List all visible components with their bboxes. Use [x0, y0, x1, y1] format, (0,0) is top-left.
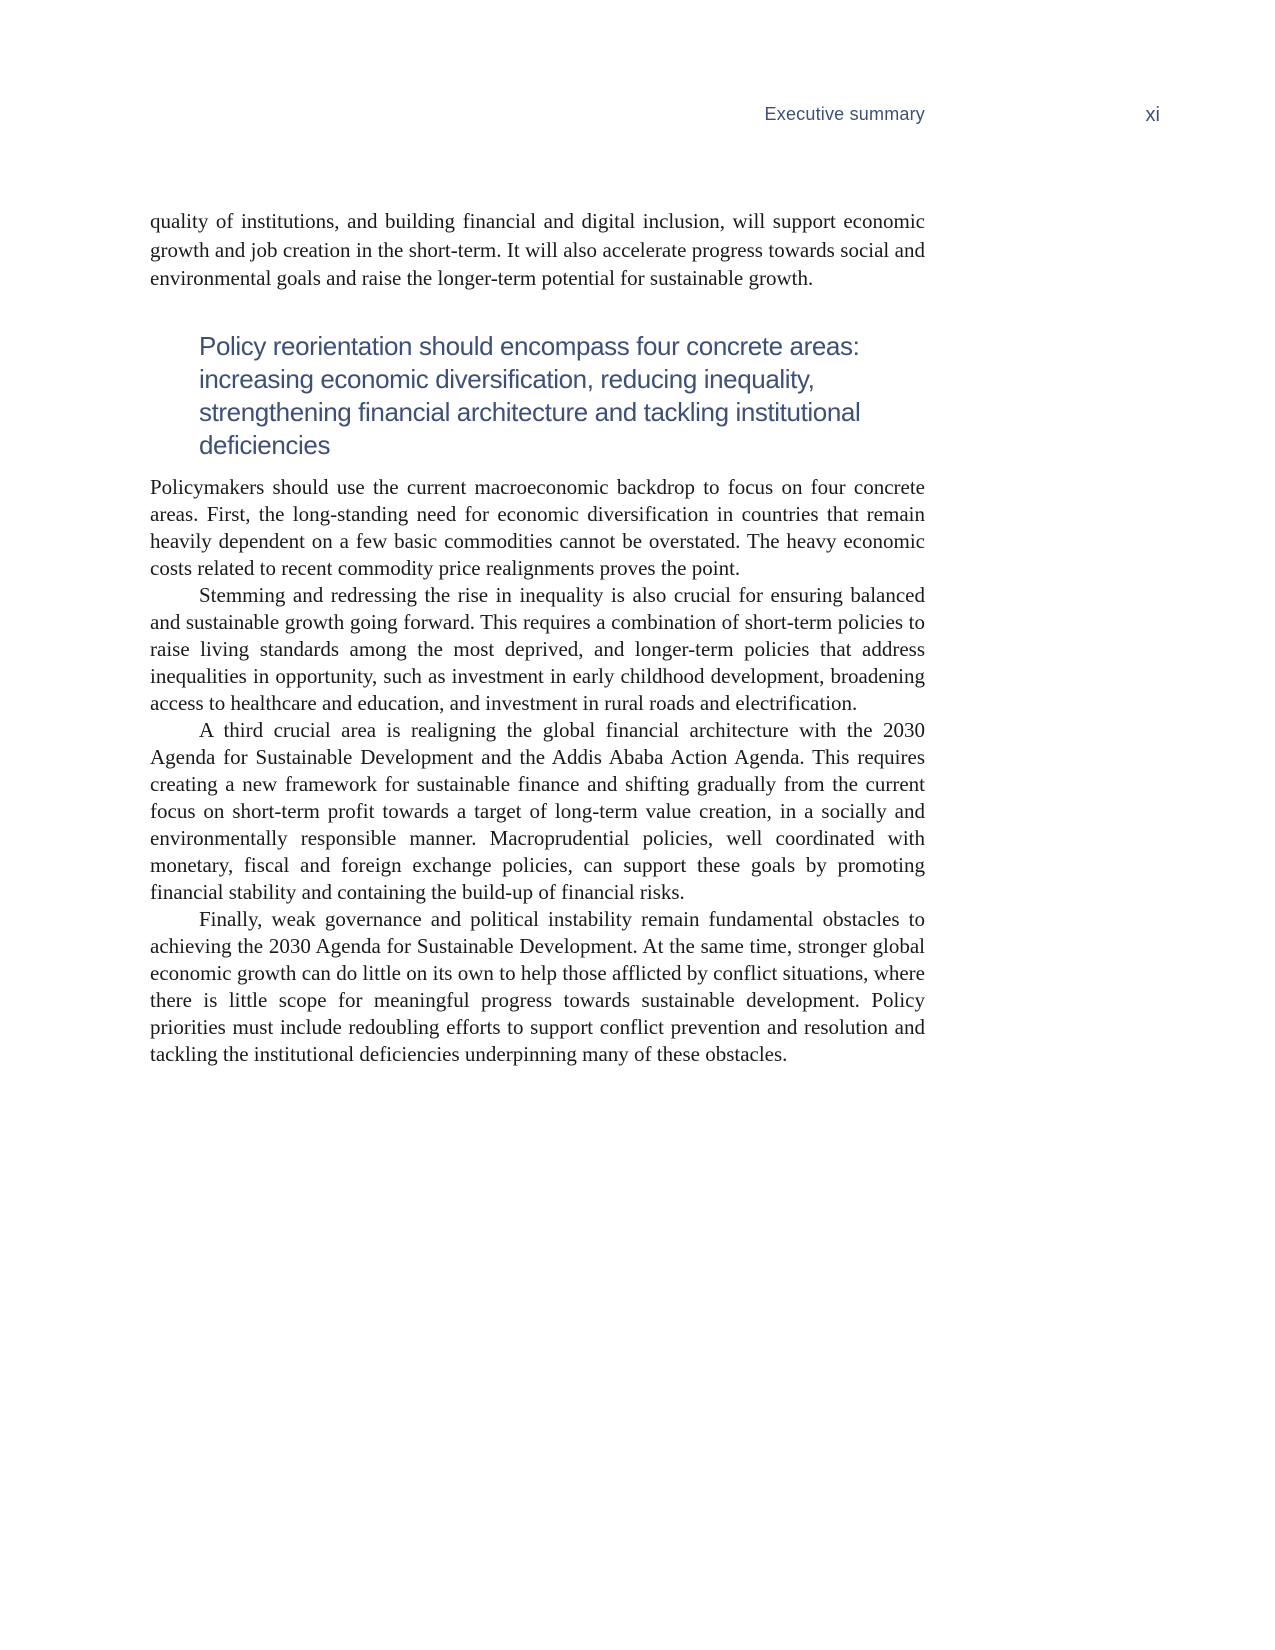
- page-number: xi: [1145, 104, 1160, 126]
- section-body: [150, 474, 925, 1068]
- running-header: Executive summary: [764, 104, 925, 124]
- intro-paragraph-block: [150, 207, 925, 293]
- body-paragraph-4: Finally, weak governance and political instability remain fundamental obstacles to achieving the 2030 Agenda for Sustainable Development. At the same time, stronger global economic growth can do little on its own to help those afflicted by conflict situations, where there is little scope for meaningful progress towards sustainable development. Policy priorities must include redoubling efforts to support conflict prevention and resolution and tackling the institutional deficiencies underpinning many of these obstacles.: [150, 907, 925, 1066]
- body-paragraph-1: Policymakers should use the current macroeconomic backdrop to focus on four concrete areas. First, the long-standing need for economic diversification in countries that remain heavily dependent on a few basic commodities cannot be overstated. The heavy economic costs related to recent commodity price realignments proves the point.: [150, 475, 925, 580]
- body-paragraph-2: Stemming and redressing the rise in inequality is also crucial for ensuring balanced and sustainable growth going forward. This requires a combination of short-term policies to raise living standards among the most deprived, and longer-term policies that address inequalities in opportunity, such as investment in early childhood development, broadening access to healthcare and education, and investment in rural roads and electrification.: [150, 583, 925, 715]
- section-heading: Policy reorientation should encompass four concrete areas: increasing economic diversification, reducing inequality, strengthening financial architecture and tackling institutional deficiencies: [199, 331, 861, 460]
- intro-paragraph: quality of institutions, and building financial and digital inclusion, will support economic growth and job creation in the short-term. It will also accelerate progress towards social and environmental goals and raise the longer-term potential for sustainable growth.: [150, 209, 925, 290]
- body-paragraph-3: A third crucial area is realigning the global financial architecture with the 2030 Agenda for Sustainable Development and the Addis Ababa Action Agenda. This requires creating a new framework for sustainable finance and shifting gradually from the current focus on short-term profit towards a target of long-term value creation, in a socially and environmentally responsible manner. Macroprudential policies, well coordinated with monetary, fiscal and foreign exchange policies, can support these goals by promoting financial stability and containing the build-up of financial risks.: [150, 718, 925, 904]
